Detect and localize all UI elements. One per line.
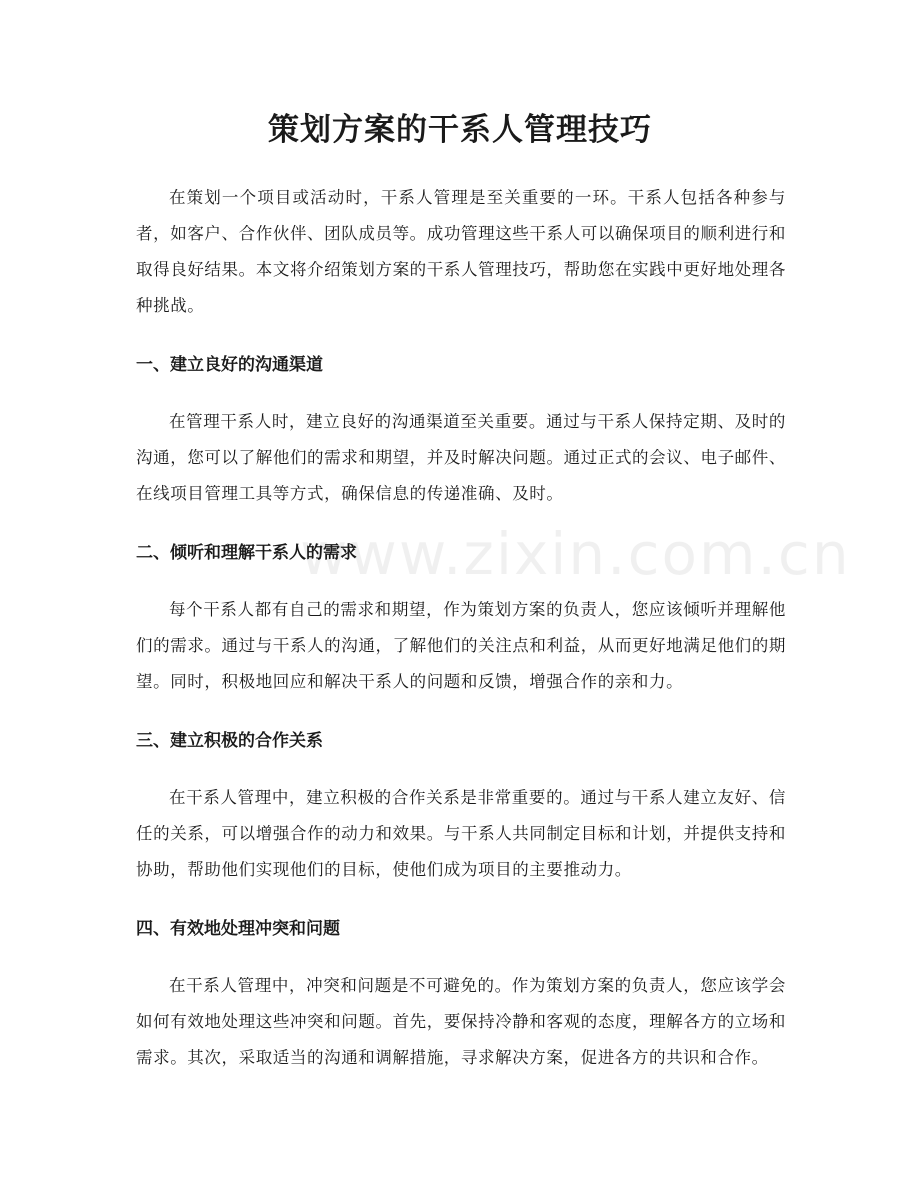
section-3-heading: 三、建立积极的合作关系: [136, 731, 323, 751]
section-1-paragraph: 在管理干系人时，建立良好的沟通渠道至关重要。通过与干系人保持定期、及时的沟通，您可以了解他们的需求和期望，并及时解决问题。通过正式的会议、电子邮件、在线项目管理工具等方式，确保信息的传递准确、及时。: [136, 412, 786, 503]
watermark: www.zixin.com.cn: [300, 520, 851, 588]
section-3-paragraph: 在干系人管理中，建立积极的合作关系是非常重要的。通过与干系人建立友好、信任的关系，可以增强合作的动力和效果。与干系人共同制定目标和计划，并提供支持和协助，帮助他们实现他们的目标，使他们成为项目的主要推动力。: [136, 788, 786, 879]
section-2-paragraph: 每个干系人都有自己的需求和期望，作为策划方案的负责人，您应该倾听并理解他们的需求。通过与干系人的沟通，了解他们的关注点和利益，从而更好地满足他们的期望。同时，积极地回应和解决干系人的问题和反馈，增强合作的亲和力。: [136, 600, 786, 691]
section-4-paragraph: 在干系人管理中，冲突和问题是不可避免的。作为策划方案的负责人，您应该学会如何有效地处理这些冲突和问题。首先，要保持冷静和客观的态度，理解各方的立场和需求。其次，采取适当的沟通和调解措施，寻求解决方案，促进各方的共识和合作。: [136, 976, 786, 1067]
section-4-heading: 四、有效地处理冲突和问题: [136, 919, 340, 939]
section-1-heading: 一、建立良好的沟通渠道: [136, 355, 323, 375]
document-body: [136, 180, 786, 1076]
intro-paragraph: 在策划一个项目或活动时，干系人管理是至关重要的一环。干系人包括各种参与者，如客户、合作伙伴、团队成员等。成功管理这些干系人可以确保项目的顺利进行和取得良好结果。本文将介绍策划方案的干系人管理技巧，帮助您在实践中更好地处理各种挑战。: [136, 188, 786, 315]
document-title: 策划方案的干系人管理技巧: [268, 112, 652, 148]
section-2-heading: 二、倾听和理解干系人的需求: [136, 543, 357, 563]
